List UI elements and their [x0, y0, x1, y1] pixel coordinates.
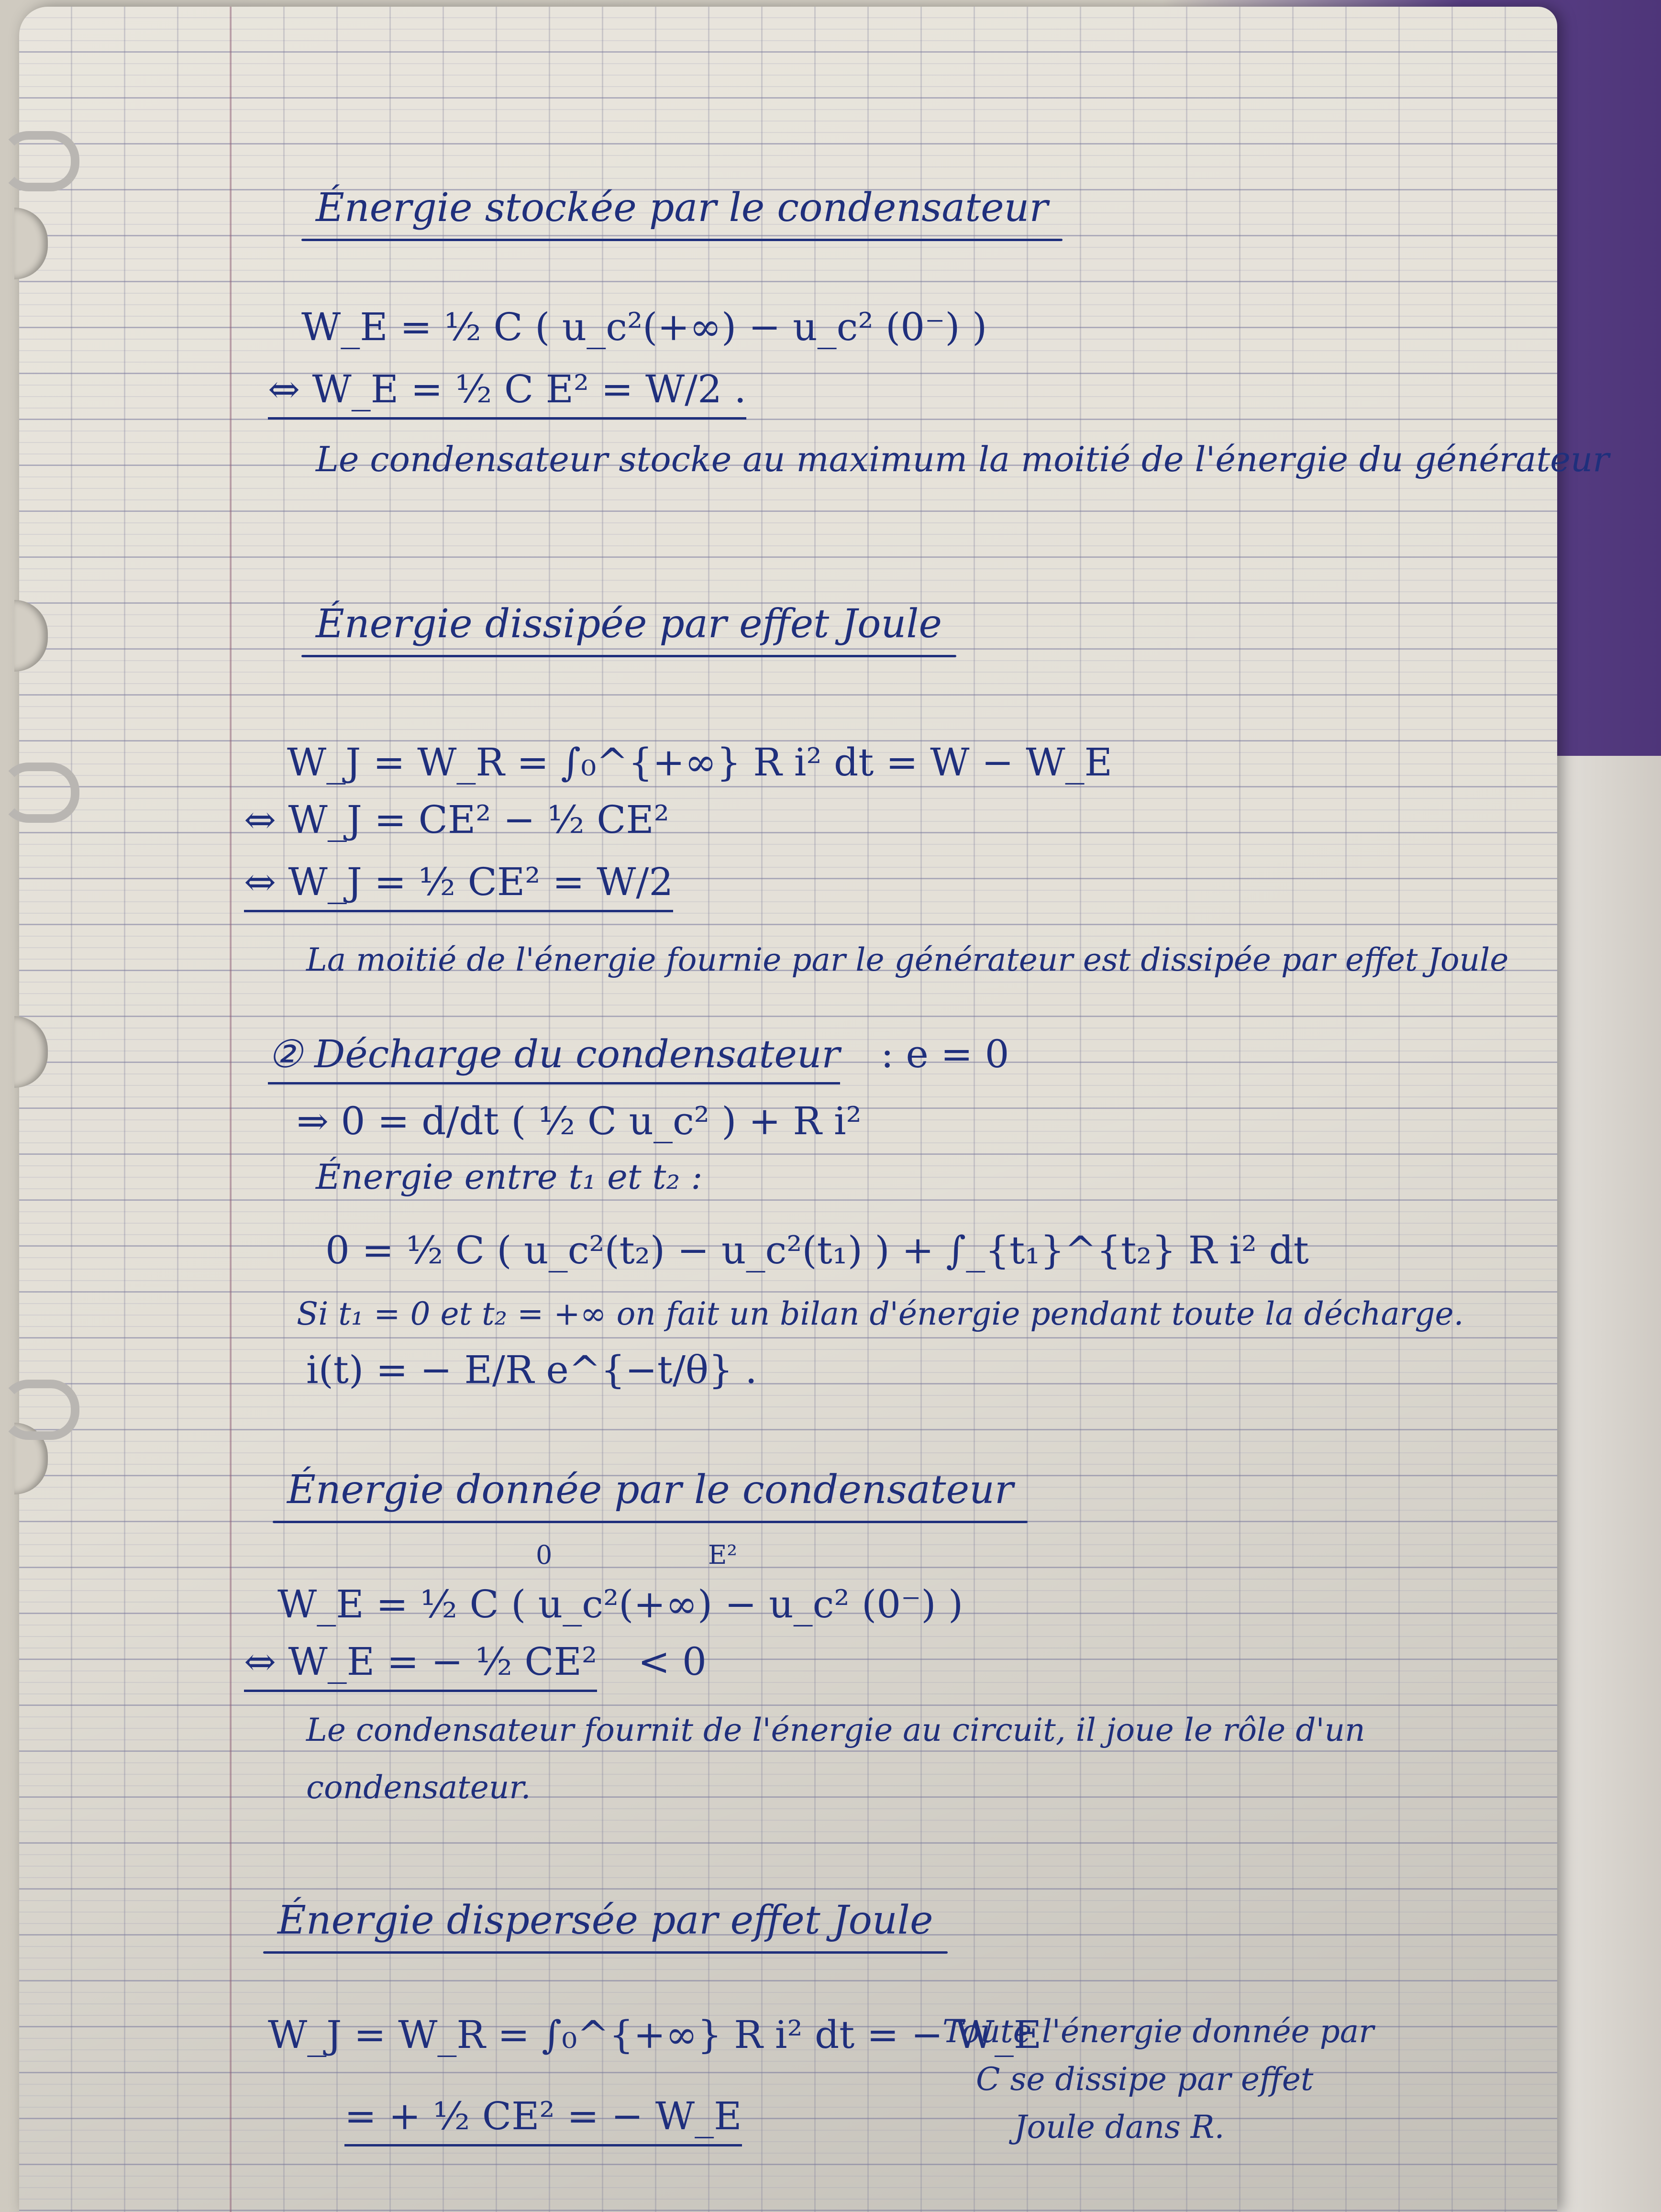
equation-wj-dispersed: W_J = W_R = ∫₀^{+∞} R i² dt = − W_E [268, 2013, 1042, 2057]
side-note-line1: Toute l'énergie donnée par [942, 2013, 1374, 2050]
punch-hole [14, 1016, 48, 1088]
underlying-sheet [1540, 756, 1661, 2212]
binder-ring [0, 763, 79, 823]
subtitle-energy-between-times: Énergie entre t₁ et t₂ : [316, 1157, 703, 1197]
equation-wj-integral: W_J = W_R = ∫₀^{+∞} R i² dt = W − W_E [287, 740, 1112, 785]
equation-we-result-text: ⇔ W_E = ½ C E² = W/2 . [268, 367, 746, 420]
equation-we-result [268, 367, 746, 411]
section-title-stored-energy: Énergie stockée par le condensateur [316, 185, 1048, 231]
equation-wj-result [244, 860, 674, 904]
binder-ring [0, 1380, 79, 1440]
equation-wj-dispersed-result [344, 2094, 742, 2138]
equation-we-negative-text: ⇔ W_E = − ½ CE² [244, 1639, 597, 1692]
equation-current-expression: i(t) = − E/R e^{−t/θ} . [306, 1348, 757, 1392]
section-title-discharge [268, 1032, 1009, 1076]
margin-line [230, 7, 232, 2212]
remark-joule-dissipation: La moitié de l'énergie fournie par le générateur est dissipée par effet Joule [306, 941, 1509, 978]
brace-value-zero: 0 [536, 1540, 553, 1570]
binder-ring [0, 131, 79, 191]
section-title-dispersed-energy: Énergie dispersée par effet Joule [277, 1898, 933, 1943]
equation-energy-balance: 0 = ½ C ( u_c²(t₂) − u_c²(t₁) ) + ∫_{t₁}^{t₂} R i² dt [325, 1228, 1309, 1272]
equation-we-negative-sign: < 0 [638, 1639, 707, 1684]
punch-hole [14, 600, 48, 672]
section-title-discharge-text: ② Décharge du condensateur [268, 1032, 840, 1084]
discharge-condition: : e = 0 [881, 1032, 1009, 1076]
equation-discharge-power: ⇒ 0 = d/dt ( ½ C u_c² ) + R i² [297, 1099, 862, 1143]
brace-value-e-squared: E² [708, 1540, 738, 1570]
remark-given-energy-line1: Le condensateur fournit de l'énergie au circuit, il joue le rôle d'un [306, 1712, 1365, 1748]
remark-stored-energy: Le condensateur stocke au maximum la moitié de l'énergie du générateur [316, 439, 1609, 479]
side-note-line3: Joule dans R. [1014, 2109, 1225, 2146]
side-note-line2: C se dissipe par effet [976, 2061, 1314, 2098]
notebook-page [19, 7, 1609, 2212]
equation-wj-dispersed-result-text: = + ½ CE² = − W_E [344, 2094, 742, 2146]
section-title-joule-dissipation: Énergie dissipée par effet Joule [316, 601, 942, 647]
remark-energy-balance: Si t₁ = 0 et t₂ = +∞ on fait un bilan d'énergie pendant toute la décharge. [297, 1295, 1464, 1332]
equation-we-definition: W_E = ½ C ( u_c²(+∞) − u_c² (0⁻) ) [301, 305, 987, 349]
remark-given-energy-line2: condensateur. [306, 1769, 531, 1806]
equation-we-discharge: W_E = ½ C ( u_c²(+∞) − u_c² (0⁻) ) [277, 1582, 963, 1626]
equation-wj-step: ⇔ W_J = CE² − ½ CE² [244, 797, 669, 842]
equation-we-negative [244, 1639, 707, 1684]
equation-wj-result-text: ⇔ W_J = ½ CE² = W/2 [244, 860, 673, 912]
punch-hole [14, 208, 48, 279]
section-title-given-energy: Énergie donnée par le condensateur [287, 1467, 1014, 1513]
